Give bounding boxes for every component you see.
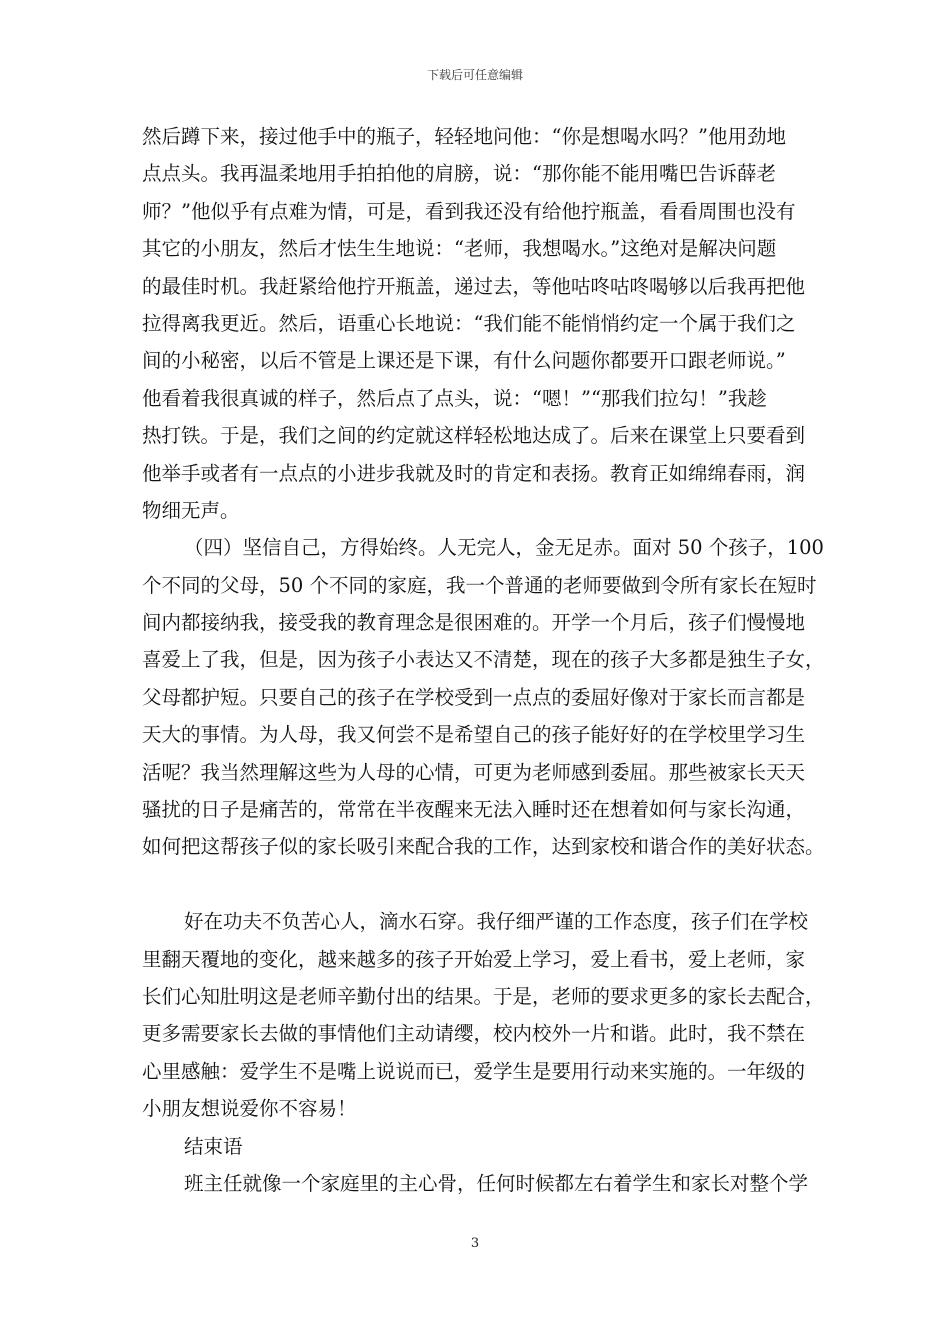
paragraph-gap bbox=[142, 866, 822, 903]
text-line: 小朋友想说爱你不容易！ bbox=[142, 1097, 357, 1121]
text-line: 间的小秘密，以后不管是上课还是下课，有什么问题你都要开口跟老师说。” bbox=[142, 349, 786, 373]
text-line: 其它的小朋友，然后才怯生生地说：“老师，我想喝水。”这绝对是解决问题 bbox=[142, 237, 777, 261]
text-line: 他举手或者有一点点的小进步我就及时的肯定和表扬。教育正如绵绵春雨，润 bbox=[142, 461, 806, 485]
text-line: 的最佳时机。我赶紧给他拧开瓶盖，递过去，等他咕咚咕咚喝够以后我再把他 bbox=[142, 274, 806, 298]
text-line: 热打铁。于是，我们之间的约定就这样轻松地达成了。后来在课堂上只要看到 bbox=[142, 424, 806, 448]
section-heading-line: （四）坚信自己，方得始终。人无完人，金无足赤。面对 50 个孩子，100 bbox=[184, 536, 824, 560]
text-line: 如何把这帮孩子似的家长吸引来配合我的工作，达到家校和谐合作的美好状态。 bbox=[142, 835, 825, 859]
text-line: 父母都护短。只要自己的孩子在学校受到一点点的委屈好像对于家长而言都是 bbox=[142, 685, 806, 709]
text-line: 他看着我很真诚的样子，然后点了点头，说：“嗯！”“那我们拉勾！”我趁 bbox=[142, 386, 767, 410]
text-line: 活呢？我当然理解这些为人母的心情，可更为老师感到委屈。那些被家长天天 bbox=[142, 760, 806, 784]
paragraph-start-line: 班主任就像一个家庭里的主心骨，任何时候都左右着学生和家长对整个学 bbox=[184, 1171, 809, 1195]
conclusion-heading: 结束语 bbox=[184, 1134, 243, 1158]
text-line: 骚扰的日子是痛苦的，常常在半夜醒来无法入睡时还在想着如何与家长沟通， bbox=[142, 798, 806, 822]
text-line: 里翻天覆地的变化，越来越多的孩子开始爱上学习，爱上看书，爱上老师，家 bbox=[142, 947, 806, 971]
text-line: 点点头。我再温柔地用手拍拍他的肩膀，说：“那你能不能用嘴巴告诉薛老 bbox=[142, 162, 776, 186]
text-line: 喜爱上了我，但是，因为孩子小表达又不清楚，现在的孩子大多都是独生子女， bbox=[142, 648, 825, 672]
text-line: 拉得离我更近。然后，语重心长地说：“我们能不能悄悄约定一个属于我们之 bbox=[142, 311, 796, 335]
text-line: 物细无声。 bbox=[142, 498, 240, 522]
text-line: 天大的事情。为人母，我又何尝不是希望自己的孩子能好好的在学校里学习生 bbox=[142, 723, 806, 747]
text-line: 心里感触：爱学生不是嘴上说说而已，爱学生是要用行动来实施的。一年级的 bbox=[142, 1059, 806, 1083]
text-line: 长们心知肚明这是老师辛勤付出的结果。于是，老师的要求更多的家长去配合， bbox=[142, 984, 825, 1008]
text-line: 更多需要家长去做的事情他们主动请缨，校内校外一片和谐。此时，我不禁在 bbox=[142, 1022, 806, 1046]
text-line: 间内都接纳我，接受我的教育理念是很困难的。开学一个月后，孩子们慢慢地 bbox=[142, 611, 806, 635]
paragraph-start-line: 好在功夫不负苦心人，滴水石穿。我仔细严谨的工作态度，孩子们在学校 bbox=[184, 910, 809, 934]
text-line: 个不同的父母，50 个不同的家庭，我一个普通的老师要做到令所有家长在短时 bbox=[142, 573, 817, 597]
document-body bbox=[142, 118, 825, 1202]
page-number: 3 bbox=[470, 1236, 480, 1251]
text-line: 然后蹲下来，接过他手中的瓶子，轻轻地问他：“你是想喝水吗？”他用劲地 bbox=[142, 125, 786, 148]
page-header: 下载后可任意编辑 bbox=[426, 68, 523, 82]
text-line: 师？”他似乎有点难为情，可是，看到我还没有给他拧瓶盖，看看周围也没有 bbox=[142, 199, 796, 223]
